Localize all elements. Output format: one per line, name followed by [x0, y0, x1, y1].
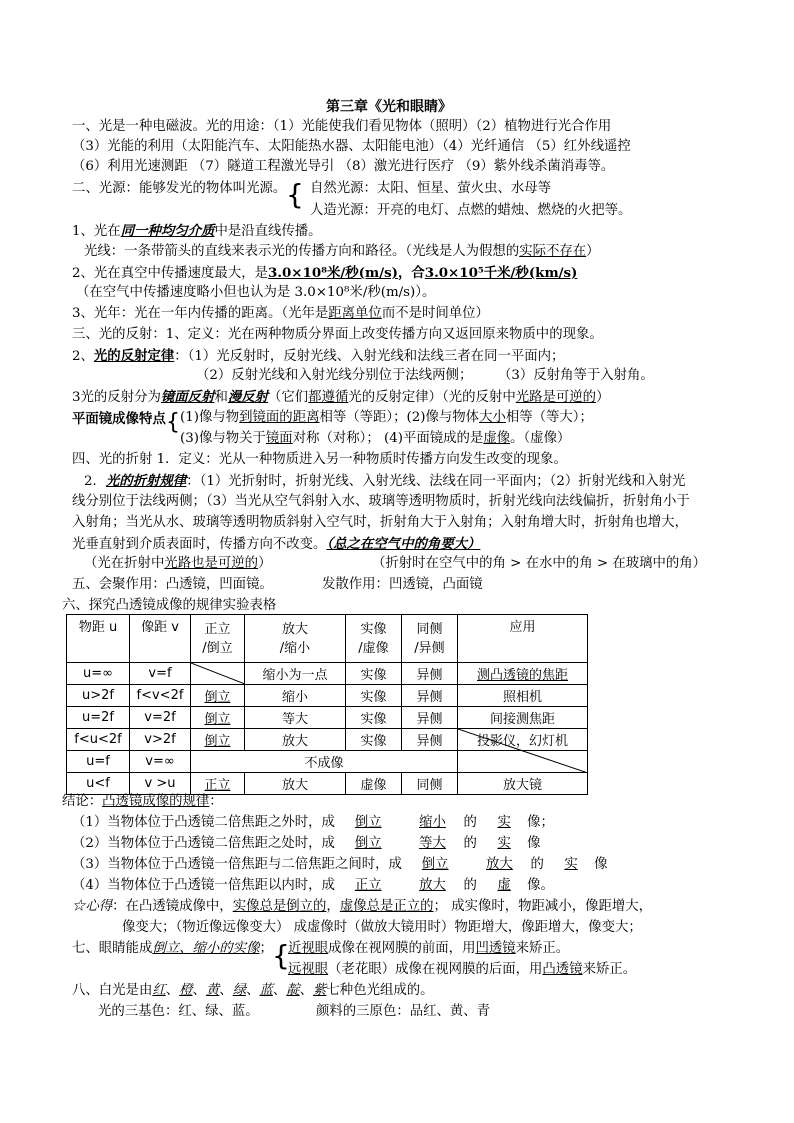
table-cell: 实像: [346, 685, 402, 707]
table-row: [67, 707, 588, 729]
table-cell: 测凸透镜的焦距: [458, 663, 588, 685]
table-title: 六、探究凸透镜成像的规律实验表格: [62, 598, 277, 613]
natural-light-source: 自然光源：太阳、恒星、萤火虫、水母等: [310, 181, 552, 196]
header-cell: 像距 v: [130, 615, 191, 663]
table-cell: 放大镜: [458, 773, 588, 795]
tip-line-1: ☆心得：在凸透镜成像中，实像总是倒立的，虚像总是正立的； 成实像时，物距减小，像距增大，: [72, 899, 653, 914]
section-1-line-3: （6）利用光速测距 （7）隧道工程激光导引 （8）激光进行医疗 （9）紫外线杀菌消毒等。: [72, 159, 615, 174]
table-cell: 倒立: [191, 707, 245, 729]
table-cell: 实像: [346, 729, 402, 751]
table-cell: 异侧: [402, 729, 458, 751]
table-cell: 照相机: [458, 685, 588, 707]
table-cell: 倒立: [191, 685, 245, 707]
table-cell: 不成像: [191, 751, 458, 773]
conclusion-lead: 结论：凸透镜成像的规律：: [62, 794, 223, 809]
refraction-law: 2．光的折射规律：（1）光折射时，折射光线、入射光线、法线在同一平面内；（2）折射光线和入射光: [84, 473, 686, 489]
brace-icon: {: [166, 410, 180, 435]
point-3: 3、光年：光在一年内传播的距离。（光年是距离单位而不是时间单位）: [72, 306, 489, 321]
table-cell: 放大: [245, 773, 346, 795]
table-cell: 投影仪，幻灯机: [458, 729, 588, 751]
table-cell: 缩小为一点: [245, 663, 346, 685]
table-cell: 虚像: [346, 773, 402, 795]
header-cell: 放大 /缩小: [245, 615, 346, 663]
section-2-lead: 二、光源：能够发光的物体叫光源。: [72, 181, 287, 196]
point-2: 2、光在真空中传播速度最大，是3.0×10⁸米/秒(m/s)，合3.0×10⁵千米/秒(km/s): [72, 265, 578, 281]
header-cell: 同侧 /异侧: [402, 615, 458, 663]
speed-in-air: （在空气中传播速度略小但也认为是 3.0×10⁸米/秒(m/s)）。: [76, 285, 436, 300]
header-cell: 物距 u: [67, 615, 130, 663]
table-cell: 异侧: [402, 707, 458, 729]
light-ray-definition: 光线：一条带箭头的直线来表示光的传播方向和路径。（光线是人为假想的实际不存在）: [84, 244, 600, 259]
table-cell-diagonal: [458, 751, 588, 773]
header-cell: 正立 /倒立: [191, 615, 245, 663]
table-row: [67, 773, 588, 795]
table-cell: 正立: [191, 773, 245, 795]
table-cell-diagonal: [191, 663, 245, 685]
plane-mirror-1: (1)像与物到镜面的距离相等（等距）；(2)像与物体大小相等（等大）；: [180, 410, 593, 425]
table-row: [67, 685, 588, 707]
brace-icon: {: [272, 939, 290, 972]
plane-mirror-2: (3)像与物关于镜面对称（对称）； (4)平面镜成的是虚像。（虚像）: [180, 431, 571, 446]
table-cell: f<v<2f: [130, 685, 191, 707]
table-cell: u>2f: [67, 685, 130, 707]
reflection-law-2: （2）反射光线和入射光线分别位于法线两侧；: [196, 368, 473, 383]
table-row: [67, 751, 588, 773]
table-cell: u<f: [67, 773, 130, 795]
reflection-law: 2、光的反射定律：（1）光反射时，反射光线、入射光线和法线三者在同一平面内；: [72, 348, 565, 364]
section-1-line-1: 一、光是一种电磁波。光的用途：（1）光能使我们看见物体（照明）（2）植物进行光合作用: [72, 119, 612, 134]
section-7-lead: 七、眼睛能成倒立、缩小的实像；: [72, 941, 273, 956]
section-1-line-2: （3）光能的利用（太阳能汽车、太阳能热水器、太阳能电池）（4）光纤通信 （5）红外线遥控: [72, 139, 631, 154]
refraction-line-5: （光在折射中光路也是可逆的）: [84, 556, 272, 571]
convex-lens-table: [66, 614, 588, 795]
refraction-line-2: 线分别位于法线两侧；（3）当光从空气斜射入水、玻璃等透明物质时，折射光线向法线偏折，折射角小于: [72, 494, 690, 509]
diagonal-line: [458, 729, 588, 773]
conclusion-4: （4）当物体位于凸透镜一倍焦距以内时，成 正立 放大 的 虚 像。: [72, 878, 554, 893]
pigment-primary-colors: 颜料的三原色：品红、黄、青: [316, 1004, 491, 1019]
table-cell: 间接测焦距: [458, 707, 588, 729]
table-cell: v >u: [130, 773, 191, 795]
table-cell: 等大: [245, 707, 346, 729]
table-cell: 异侧: [402, 685, 458, 707]
table-cell: u=2f: [67, 707, 130, 729]
table-cell: f<u<2f: [67, 729, 130, 751]
table-cell: 缩小: [245, 685, 346, 707]
table-cell: u=∞: [67, 663, 130, 685]
plane-mirror-lead: 平面镜成像特点: [72, 411, 166, 427]
header-cell: 实像 /虚像: [346, 615, 402, 663]
table-cell: v=2f: [130, 707, 191, 729]
table-cell: u=f: [67, 751, 130, 773]
table-row: [67, 663, 588, 685]
section-4-lead: 四、光的折射 1．定义：光从一种物质进入另一种物质时传播方向发生改变的现象。: [72, 452, 567, 467]
tip-line-2: 像变大；（物近像远像变大） 成虚像时（做放大镜用时）物距增大，像距增大，像变大；: [122, 920, 642, 935]
refraction-line-3: 入射角；当光从水、玻璃等透明物质斜射入空气时，折射角大于入射角；入射角增大时，折射角也增大，: [72, 515, 688, 530]
conclusion-1: （1）当物体位于凸透镜二倍焦距之外时，成 倒立 缩小 的 实 像；: [72, 815, 554, 830]
diverging: 发散作用：凹透镜，凸面镜: [322, 577, 483, 592]
table-cell: 倒立: [191, 729, 245, 751]
farsighted: 远视眼（老花眼）成像在视网膜的后面，用凸透镜来矫正。: [288, 962, 637, 977]
converging: 五、会聚作用：凸透镜，凹面镜。: [72, 577, 273, 592]
brace-icon: {: [286, 178, 304, 211]
artificial-light-source: 人造光源：开亮的电灯、点燃的蜡烛、燃烧的火把等。: [310, 203, 632, 218]
header-cell: 应用: [458, 615, 588, 663]
light-primary-colors: 光的三基色：红、绿、蓝。: [98, 1004, 259, 1019]
conclusion-3: （3）当物体位于凸透镜一倍焦距与二倍焦距之间时，成 倒立 放大 的 实 像: [72, 857, 608, 872]
refraction-angles: （折射时在空气中的角 > 在水中的角 > 在玻璃中的角）: [372, 556, 707, 571]
table-cell: 放大: [245, 729, 346, 751]
refraction-line-4: 光垂直射到介质表面时，传播方向不改变。（总之在空气中的角要大）: [72, 536, 481, 552]
point-1: 1、光在同一种均匀介质中是沿直线传播。: [72, 223, 322, 239]
table-cell: 实像: [346, 707, 402, 729]
conclusion-2: （2）当物体位于凸透镜二倍焦距之处时，成 倒立 等大 的 实 像: [72, 836, 541, 851]
table-cell: 同侧: [402, 773, 458, 795]
table-cell: v=f: [130, 663, 191, 685]
reflection-kinds: 3光的反射分为镜面反射和漫反射（它们都遵循光的反射定律）（光的反射中光路是可逆的）: [72, 389, 610, 405]
table-header-row: [67, 615, 588, 663]
section-3-lead: 三、光的反射：1、定义：光在两种物质分界面上改变传播方向又返回原来物质中的现象。: [72, 327, 603, 342]
table-cell: 异侧: [402, 663, 458, 685]
page-title: 第三章《光和眼睛》: [326, 99, 452, 115]
table-cell: v=∞: [130, 751, 191, 773]
section-8-lead: 八、白光是由红、橙、黄、绿、蓝、靛、紫七种色光组成的。: [72, 983, 434, 998]
reflection-law-3: （3）反射角等于入射角。: [498, 368, 654, 383]
nearsighted: 近视眼成像在视网膜的前面，用凹透镜来矫正。: [288, 941, 570, 956]
table-cell: 实像: [346, 663, 402, 685]
diagonal-line: [191, 663, 245, 684]
table-cell: v>2f: [130, 729, 191, 751]
